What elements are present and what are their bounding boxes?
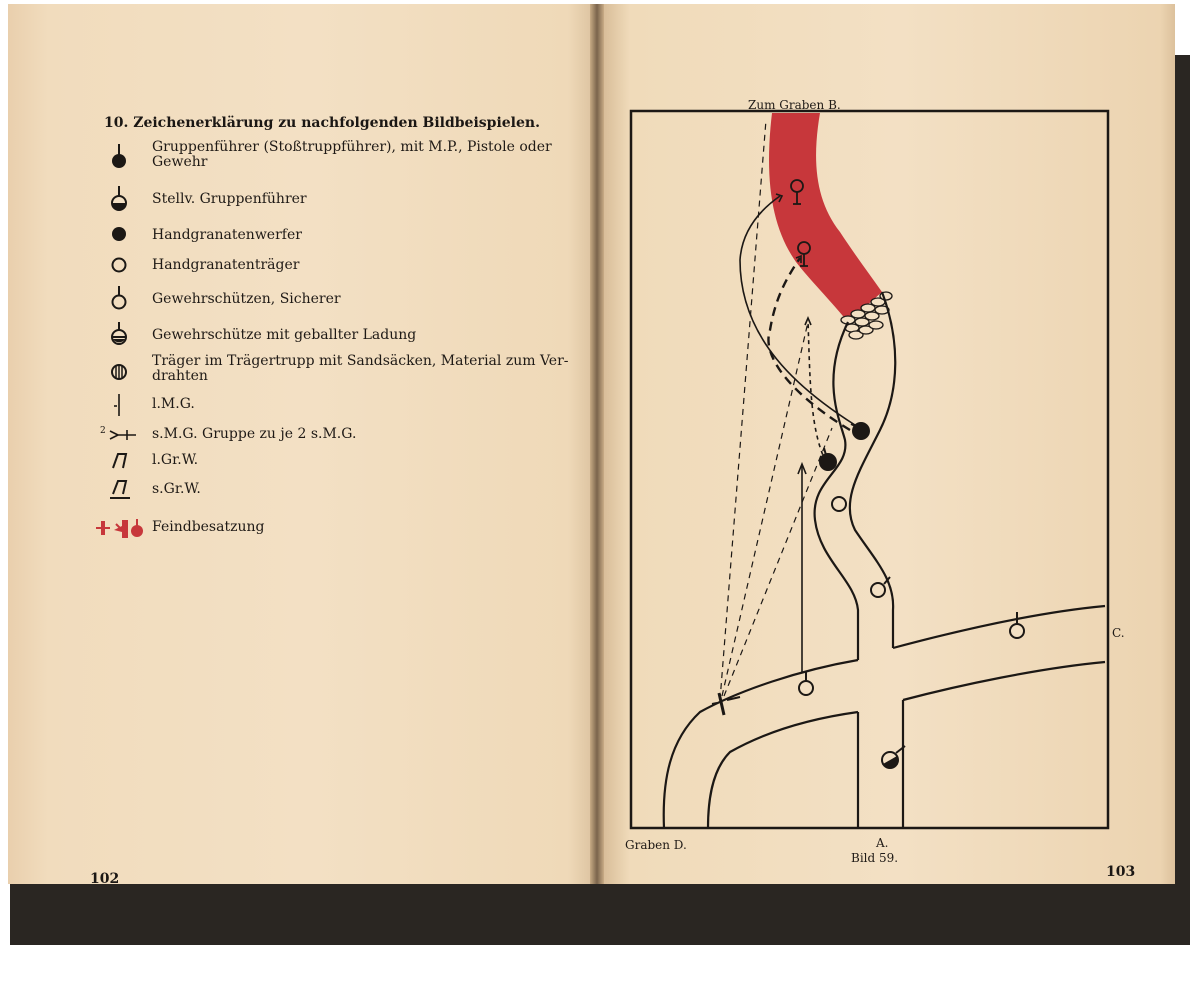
legend-text: Gruppenführer (Stoßtruppführer), mit M.P., Pistole oder [152, 140, 552, 155]
legend-text: l.Gr.W. [152, 453, 199, 468]
legend-text: Handgranatenwerfer [152, 228, 302, 243]
legend-heading: 10. Zeichenerklärung zu nachfolgenden Bildbeispielen. [104, 115, 540, 131]
light-mg-marker [712, 693, 740, 715]
rifleman-marker [871, 583, 885, 597]
legend-text: Gewehrschütze mit geballter Ladung [152, 328, 417, 343]
diagram-frame [631, 111, 1108, 828]
grenade-thrower-marker [853, 423, 869, 439]
legend-text: s.Gr.W. [152, 482, 201, 497]
enemy-trench [769, 113, 882, 322]
legend-text: l.M.G. [152, 397, 195, 412]
rifleman-marker [799, 681, 813, 695]
label-a: A. [876, 836, 889, 850]
figure-caption: Bild 59. [851, 851, 899, 865]
legend-text: Träger im Trägertrupp mit Sandsäcken, Material zum Ver- [152, 354, 569, 369]
rifleman-marker [1010, 624, 1024, 638]
page-number-right: 103 [1106, 864, 1136, 880]
group-leader-marker [820, 454, 836, 470]
label-c: C. [1112, 626, 1125, 640]
page-number-left: 102 [90, 871, 120, 887]
legend-text-cont: Gewehr [152, 155, 208, 170]
trench-walls [664, 292, 1105, 828]
grenade-carrier-marker [832, 497, 846, 511]
mg-count-prefix: 2 [100, 426, 106, 436]
label-trench-b: Zum Graben B. [748, 98, 841, 112]
legend-text: Stellv. Gruppenführer [152, 192, 307, 207]
legend-text: Handgranatenträger [152, 258, 300, 273]
legend-text-cont: drahten [152, 369, 208, 384]
legend-text: s.M.G. Gruppe zu je 2 s.M.G. [152, 427, 357, 442]
legend-text: Feindbesatzung [152, 520, 265, 535]
legend-text: Gewehrschützen, Sicherer [152, 292, 341, 307]
label-trench-d: Graben D. [625, 838, 687, 852]
